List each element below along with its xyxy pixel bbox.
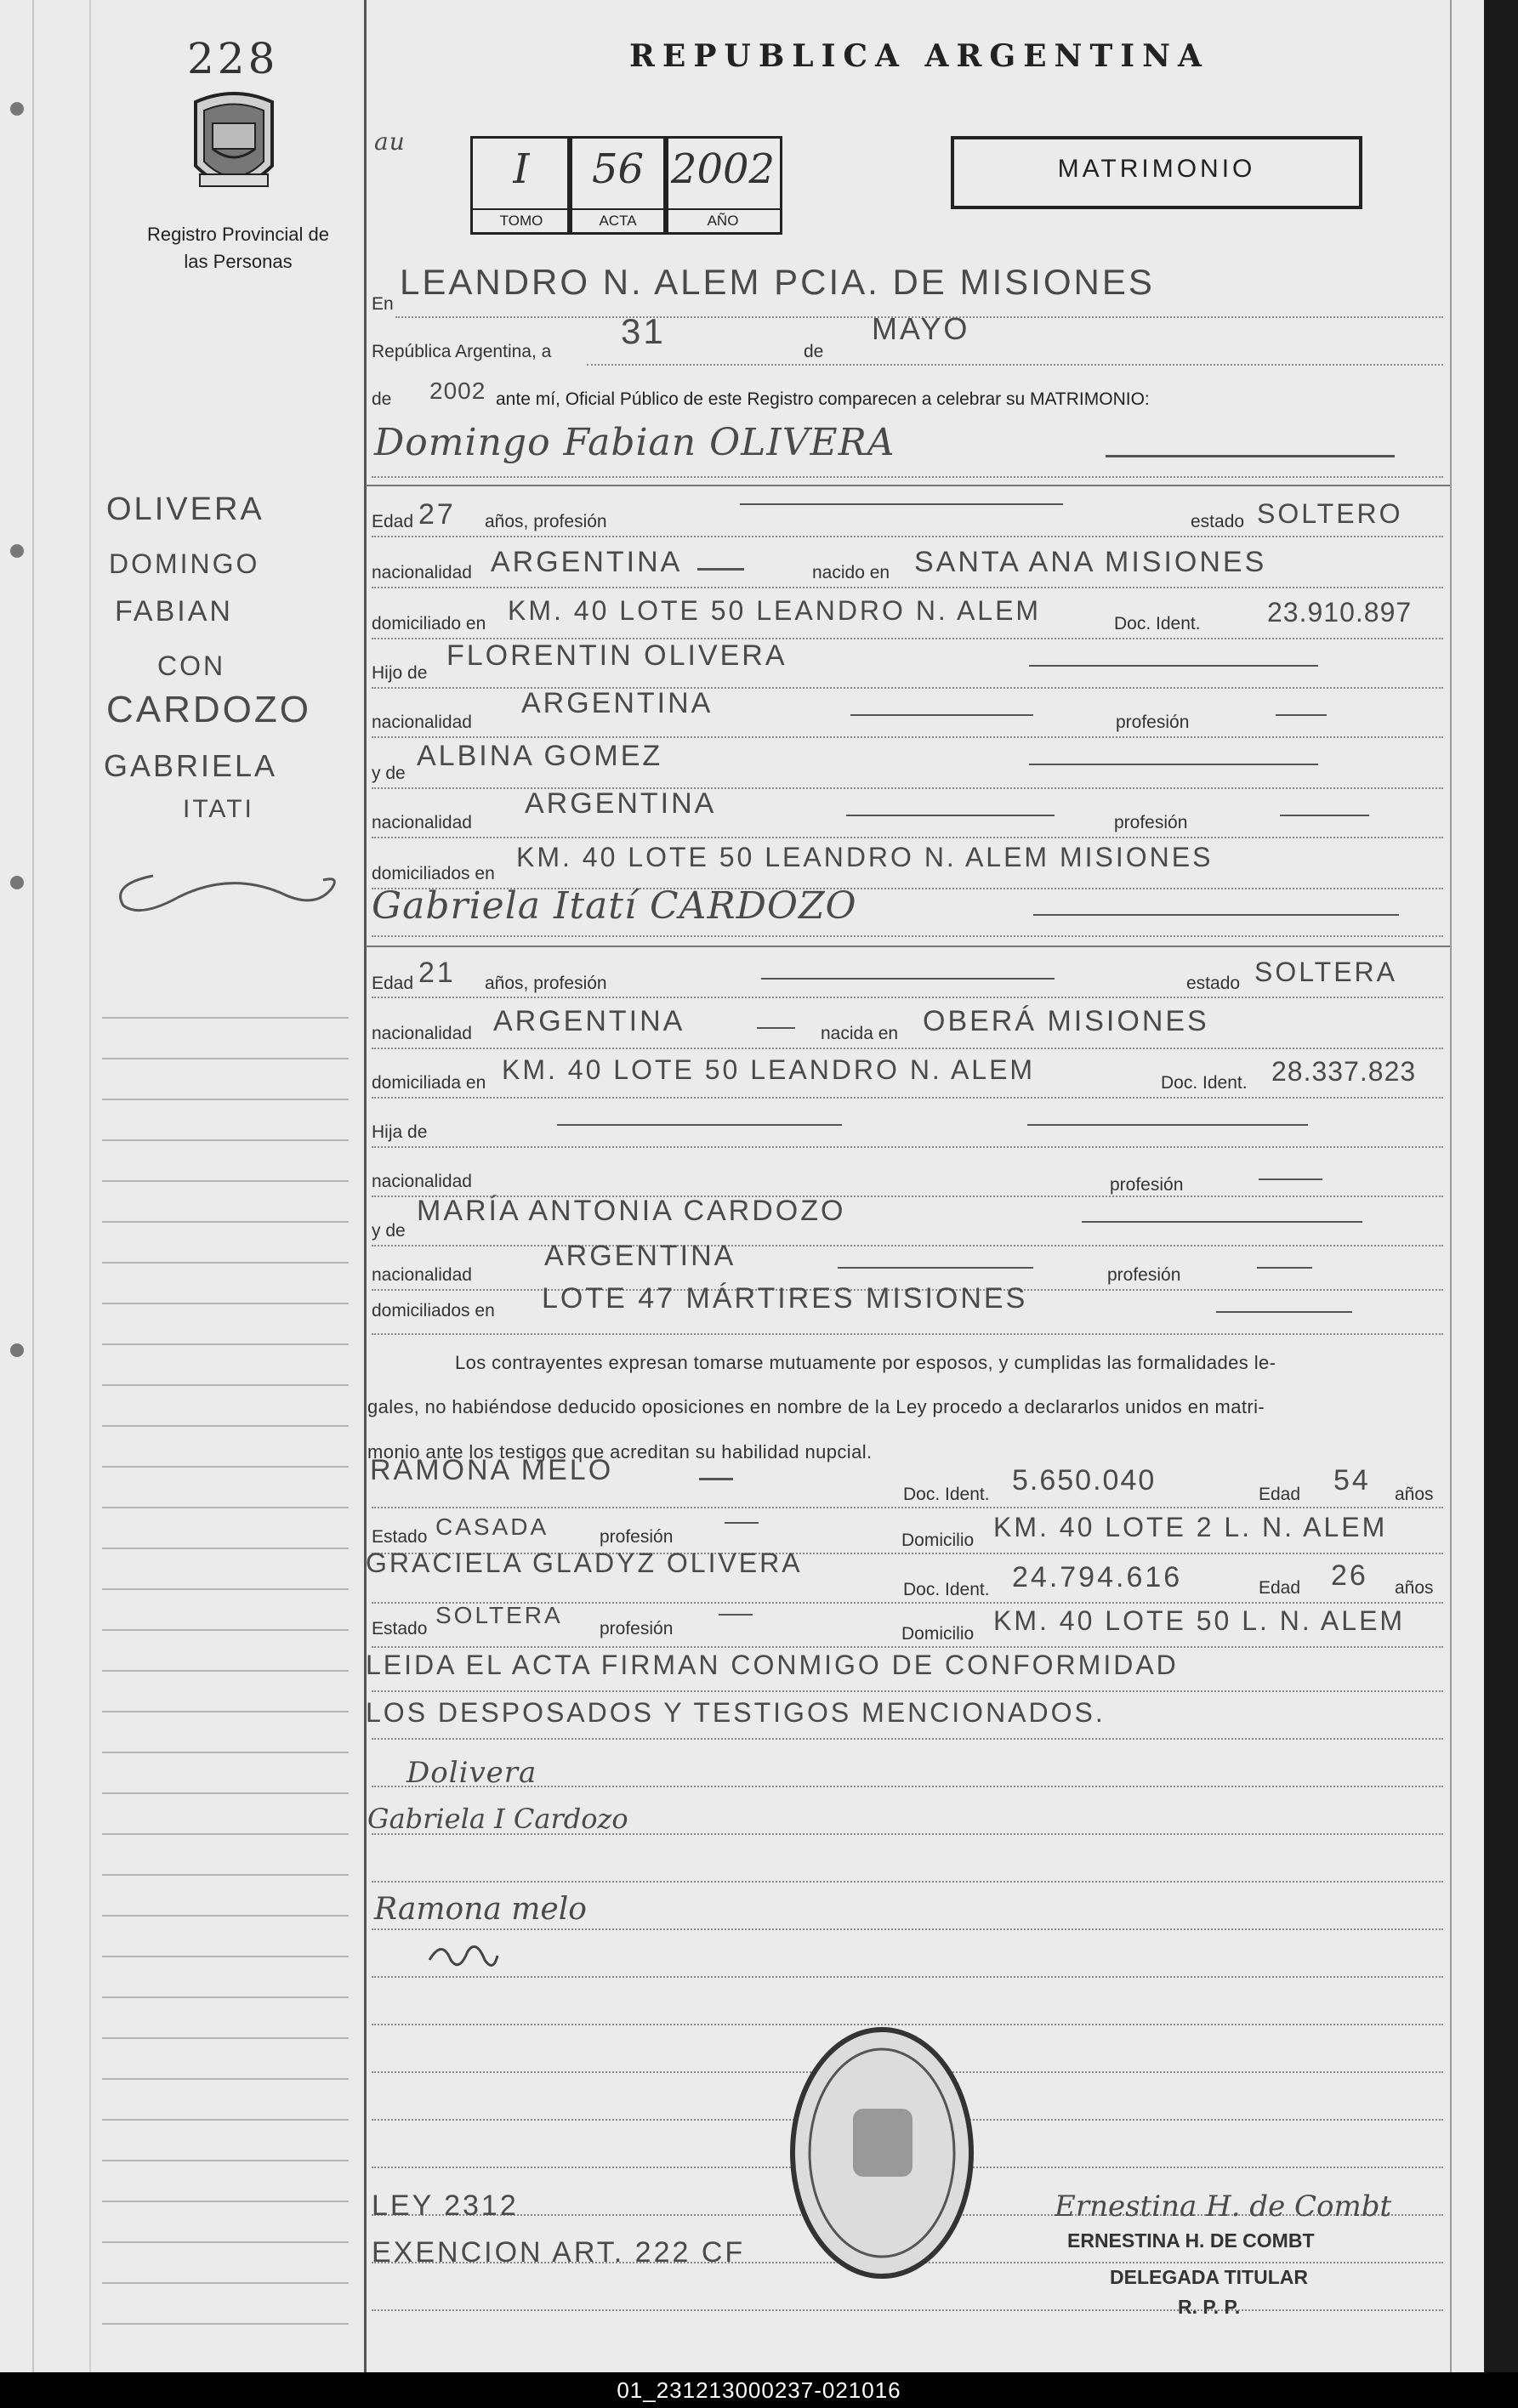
dotted-line [372, 1976, 1443, 1978]
en-label: En [372, 294, 394, 314]
declaration-line: gales, no habiéndose deducido oposiciones en nombre de la Ley procedo a declararlos unidos en matri- [367, 1396, 1265, 1417]
bride-estado-label: estado [1186, 974, 1241, 993]
witness-status: CASADA [435, 1514, 549, 1540]
margin-line [89, 0, 91, 2372]
bride-civil-status: SOLTERA [1254, 957, 1397, 987]
margin-name: FABIAN [115, 595, 233, 628]
dotted-line [372, 1690, 1443, 1692]
bride-full-name: Gabriela Itatí CARDOZO [372, 884, 857, 928]
closing-line: LOS DESPOSADOS Y TESTIGOS MENCIONADOS. [366, 1697, 1106, 1728]
witness-doc: 24.794.616 [1012, 1561, 1183, 1593]
witness-anos-label: años [1395, 1578, 1434, 1598]
groom-edad-label: Edad [372, 512, 414, 531]
bride-signature: Gabriela I Cardozo [367, 1803, 628, 1835]
bride-mother-nat-label: nacionalidad [372, 1265, 472, 1285]
filler-dash [850, 714, 1033, 716]
filler-dash [1027, 1124, 1308, 1126]
dotted-line [372, 1738, 1443, 1740]
filler-dash [1276, 714, 1327, 716]
dotted-line [372, 1333, 1443, 1335]
bride-nationality: ARGENTINA [493, 1005, 685, 1037]
page-number: 228 [187, 34, 279, 83]
exemption-note: EXENCION ART. 222 CF [372, 2236, 746, 2269]
bride-parents-address: LOTE 47 MÁRTIRES MISIONES [542, 1282, 1028, 1315]
witness-prof-label: profesión [600, 1527, 674, 1547]
republic-label: República Argentina, a [372, 342, 552, 361]
witness-doc: 5.650.040 [1012, 1464, 1157, 1496]
witness-name: GRACIELA GLADYZ OLIVERA [366, 1548, 803, 1578]
groom-mother: ALBINA GOMEZ [417, 740, 663, 772]
scribble-signature [425, 1934, 502, 1977]
binding-hole [10, 544, 24, 558]
coat-of-arms-seal [183, 85, 285, 204]
official-signature: Ernestina H. de Combt [1055, 2189, 1392, 2223]
groom-mother-nat-label: nacionalidad [372, 813, 472, 832]
bride-parents-dom-label: domiciliados en [372, 1301, 495, 1320]
tomo-cell [470, 136, 572, 235]
filler-dash [719, 1614, 753, 1616]
witness-dom-label: Domicilio [901, 1624, 975, 1644]
au-mark: au [374, 128, 406, 156]
dotted-line [587, 364, 1443, 366]
filler-dash [1259, 1178, 1322, 1180]
acta-cell [567, 136, 668, 235]
dotted-line [372, 736, 1443, 738]
margin-name: DOMINGO [109, 548, 260, 579]
dotted-line [372, 837, 1443, 838]
bride-age: 21 [418, 957, 456, 989]
tomo-value: I [513, 145, 530, 193]
bride-mother-prof-label: profesión [1107, 1265, 1181, 1285]
filler-dash [699, 1478, 733, 1480]
anio-value: 2002 [670, 145, 776, 193]
dotted-line [372, 935, 1443, 937]
witness-dom-label: Domicilio [901, 1531, 975, 1550]
witness-age: 54 [1333, 1464, 1371, 1496]
dotted-line [372, 587, 1443, 588]
file-id: 01_231213000237-021016 [617, 2377, 901, 2403]
document-type-box [951, 136, 1362, 209]
registry-name: Registro Provincial de las Personas [147, 224, 329, 272]
bride-dom-label: domiciliada en [372, 1073, 486, 1093]
witness-anos-label: años [1395, 1485, 1434, 1504]
witness-estado-label: Estado [372, 1527, 428, 1547]
groom-mother-prof-label: profesión [1114, 813, 1188, 832]
bride-father-nat-label: nacionalidad [372, 1172, 472, 1191]
margin-line [32, 0, 34, 2372]
section-rule [366, 485, 1450, 486]
bride-anos-prof-label: años, profesión [485, 974, 607, 993]
groom-father-nat-label: nacionalidad [372, 713, 472, 732]
filler-dash [838, 1267, 1033, 1269]
country-title: REPUBLICA ARGENTINA [629, 38, 1209, 74]
groom-civil-status: SOLTERO [1257, 498, 1403, 529]
groom-father-nationality: ARGENTINA [521, 687, 714, 719]
witness-signature: Ramona melo [374, 1892, 587, 1927]
left-ruled-lines [102, 978, 349, 2330]
margin-name: OLIVERA [106, 491, 264, 527]
witness-address: KM. 40 LOTE 50 L. N. ALEM [993, 1605, 1406, 1636]
margin-name: ITATI [183, 795, 254, 823]
groom-full-name: Domingo Fabian OLIVERA [374, 421, 895, 464]
binding-hole [10, 876, 24, 889]
dotted-line [372, 476, 1443, 478]
bride-father-prof-label: profesión [1110, 1175, 1184, 1195]
bride-address: KM. 40 LOTE 50 LEANDRO N. ALEM [502, 1054, 1036, 1085]
bride-doc-number: 28.337.823 [1271, 1056, 1417, 1087]
filler-dash [740, 503, 1063, 505]
filler-dash [1257, 1267, 1312, 1269]
groom-father-label: Hijo de [372, 663, 428, 683]
groom-doc-number: 23.910.897 [1267, 597, 1413, 628]
day-value: 31 [621, 311, 666, 351]
tomo-caption: TOMO [473, 208, 570, 232]
margin-name: CARDOZO [106, 689, 311, 730]
anio-caption: AÑO [666, 208, 780, 232]
official-title: DELEGADA TITULAR [1110, 2266, 1308, 2288]
dotted-line [372, 1646, 1443, 1648]
acta-value: 56 [591, 145, 645, 193]
bride-mother-label: y de [372, 1221, 406, 1241]
groom-doc-label: Doc. Ident. [1114, 614, 1201, 633]
groom-parents-dom-label: domiciliados en [372, 864, 495, 883]
margin-name: CON [157, 650, 226, 681]
dotted-line [372, 1146, 1443, 1148]
groom-dom-label: domiciliado en [372, 614, 486, 633]
place-value: LEANDRO N. ALEM PCIA. DE MISIONES [400, 262, 1155, 302]
groom-father-prof-label: profesión [1116, 713, 1190, 732]
column-divider [364, 0, 367, 2372]
official-office: R. P. P. [1178, 2296, 1241, 2318]
filler-dash [846, 815, 1055, 816]
groom-address: KM. 40 LOTE 50 LEANDRO N. ALEM [508, 595, 1042, 626]
official-name: ERNESTINA H. DE COMBT [1067, 2229, 1315, 2252]
binding-hole [10, 102, 24, 116]
dotted-line [372, 1881, 1443, 1883]
witness-edad-label: Edad [1259, 1485, 1301, 1504]
year-prefix-label: de [372, 389, 392, 409]
de-label: de [804, 342, 824, 361]
bride-nat-label: nacionalidad [372, 1024, 472, 1043]
witness-prof-label: profesión [600, 1619, 674, 1638]
witness-doc-label: Doc. Ident. [903, 1485, 990, 1504]
year-value: 2002 [429, 378, 486, 404]
groom-birthplace: SANTA ANA MISIONES [914, 546, 1267, 578]
filler-dash [1216, 1311, 1352, 1313]
filler-dash [725, 1522, 759, 1524]
closing-line: LEIDA EL ACTA FIRMAN CONMIGO DE CONFORMIDAD [366, 1650, 1179, 1680]
groom-nat-label: nacionalidad [372, 563, 472, 582]
dotted-line [372, 1928, 1443, 1930]
witness-age: 26 [1331, 1559, 1368, 1592]
witness-estado-label: Estado [372, 1619, 428, 1638]
witness-doc-label: Doc. Ident. [903, 1580, 990, 1599]
groom-nationality: ARGENTINA [491, 546, 683, 578]
groom-estado-label: estado [1191, 512, 1245, 531]
filler-dash [1082, 1221, 1362, 1223]
dotted-line [372, 1245, 1443, 1247]
dotted-line [372, 997, 1443, 998]
flourish-mark [102, 863, 349, 923]
witness-name: RAMONA MELO [370, 1454, 614, 1486]
acta-caption: ACTA [570, 208, 666, 232]
groom-nacido-label: nacido en [812, 563, 890, 582]
groom-age: 27 [418, 498, 456, 531]
bride-nacida-label: nacida en [821, 1024, 899, 1043]
bride-father-label: Hija de [372, 1122, 428, 1142]
section-rule [366, 946, 1450, 947]
groom-father: FLORENTIN OLIVERA [446, 639, 787, 672]
filler-dash [1106, 455, 1395, 457]
margin-name: GABRIELA [104, 748, 278, 783]
filler-dash [697, 568, 744, 571]
filler-dash [1029, 764, 1318, 765]
document-type: MATRIMONIO [1057, 155, 1256, 183]
filler-dash [761, 978, 1055, 980]
groom-signature: Dolivera [407, 1756, 537, 1790]
official-stamp [787, 2024, 978, 2283]
witness-edad-label: Edad [1259, 1578, 1301, 1598]
groom-anos-prof-label: años, profesión [485, 512, 607, 531]
filler-dash [757, 1027, 795, 1029]
filler-dash [1280, 815, 1369, 816]
filler-dash [557, 1124, 842, 1126]
dotted-line [372, 536, 1443, 537]
groom-mother-nationality: ARGENTINA [525, 787, 717, 820]
filler-dash [1029, 665, 1318, 667]
dotted-line [372, 2309, 1443, 2311]
bride-doc-label: Doc. Ident. [1161, 1073, 1248, 1093]
bride-mother-nationality: ARGENTINA [544, 1240, 736, 1272]
declaration-line: monio ante los testigos que acreditan su habilidad nupcial. [367, 1441, 873, 1462]
scan-edge [1484, 0, 1518, 2372]
right-border [1450, 0, 1452, 2372]
bride-birthplace: OBERÁ MISIONES [923, 1005, 1209, 1037]
groom-mother-label: y de [372, 764, 406, 783]
filler-dash [1033, 914, 1399, 916]
bride-edad-label: Edad [372, 974, 414, 993]
anio-cell [663, 136, 782, 235]
law-note: LEY 2312 [372, 2189, 519, 2222]
dotted-line [372, 1097, 1443, 1099]
groom-parents-address: KM. 40 LOTE 50 LEANDRO N. ALEM MISIONES [516, 842, 1214, 872]
declaration-line: Los contrayentes expresan tomarse mutuamente por esposos, y cumplidas las formalidades le- [455, 1352, 1276, 1373]
dotted-line [372, 1048, 1443, 1049]
intro-text: ante mí, Oficial Público de este Registro comparecen a celebrar su MATRIMONIO: [496, 389, 1150, 409]
month-value: MAYO [872, 311, 970, 346]
witness-address: KM. 40 LOTE 2 L. N. ALEM [993, 1512, 1388, 1542]
bride-mother: MARÍA ANTONIA CARDOZO [417, 1195, 846, 1227]
binding-hole [10, 1343, 24, 1357]
dotted-line [372, 1507, 1443, 1508]
witness-status: SOLTERA [435, 1602, 563, 1628]
